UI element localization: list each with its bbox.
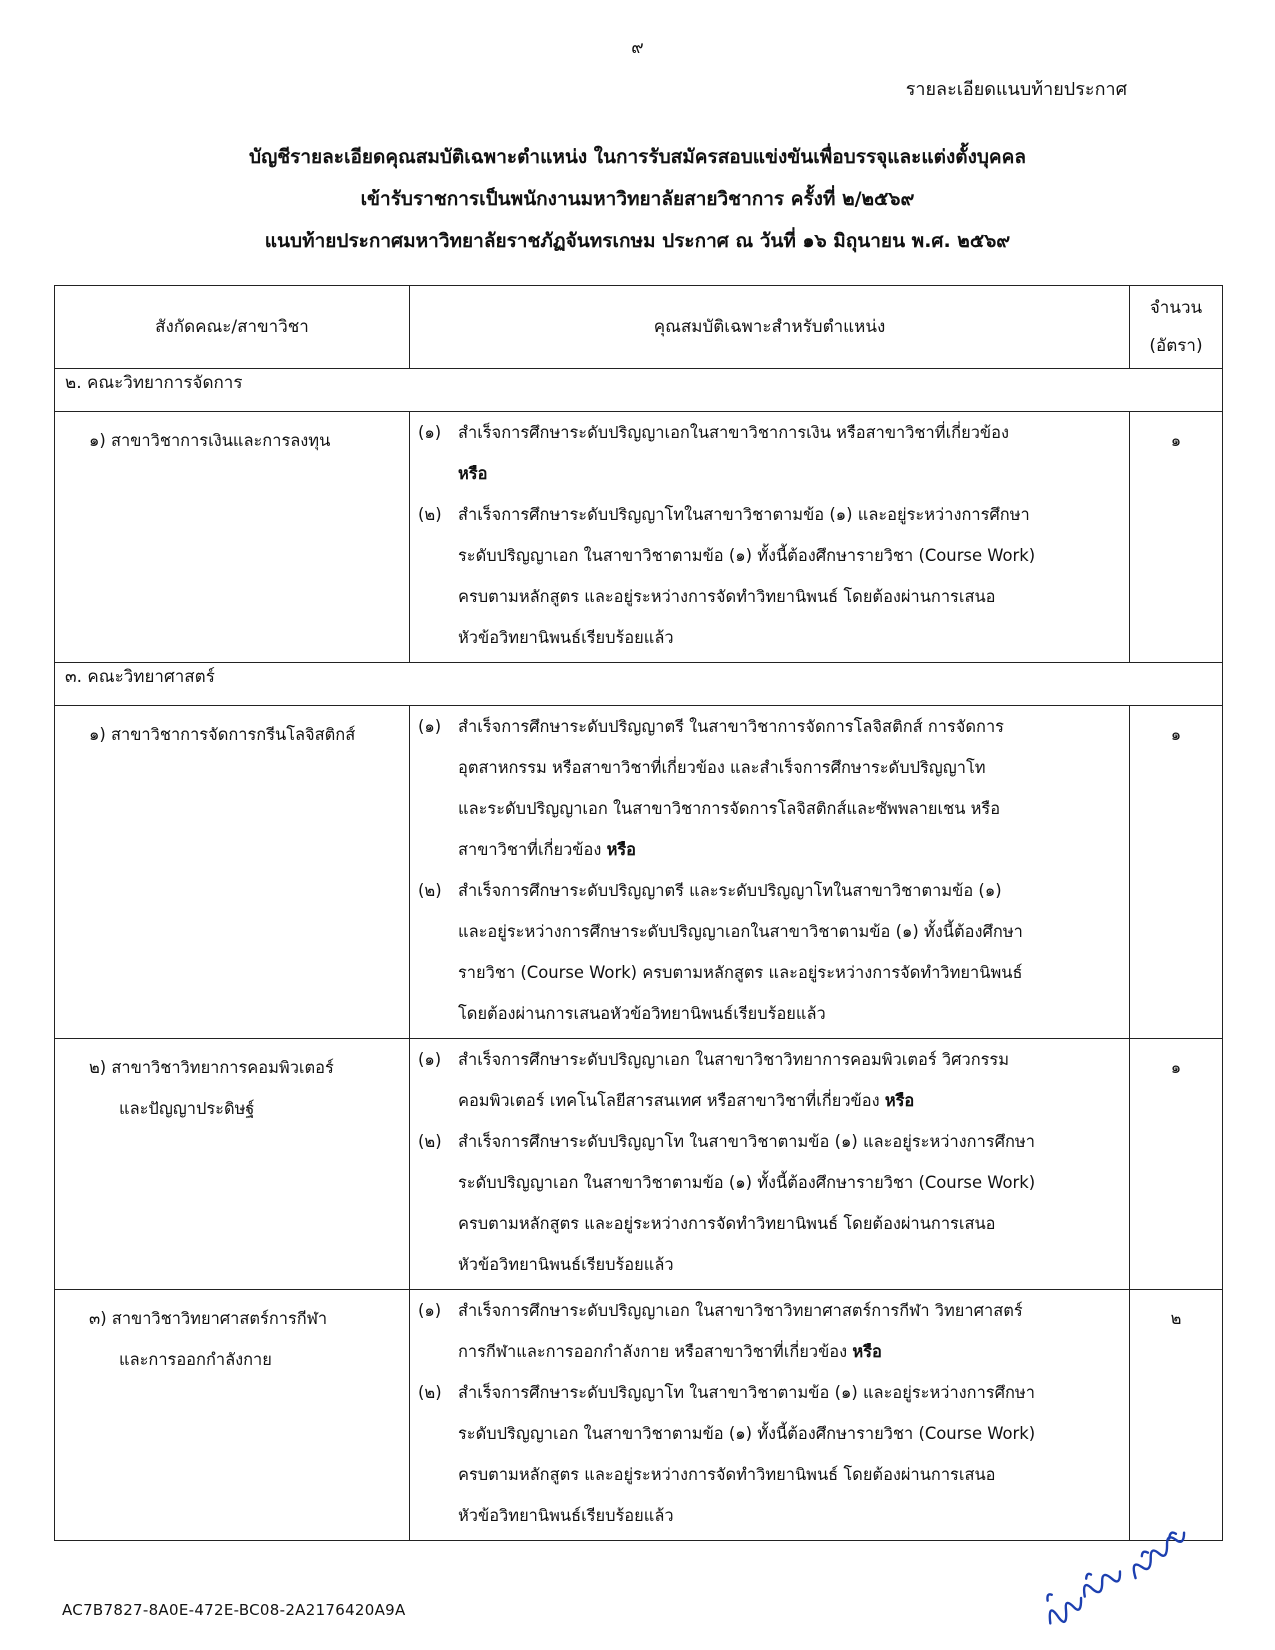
qualification-text: สาขาวิชาที่เกี่ยวข้อง	[458, 840, 602, 859]
qualification-line	[458, 1203, 1121, 1244]
department-cell	[55, 1039, 410, 1290]
department-name-line: และการออกกำลังกาย	[119, 1350, 272, 1369]
qualification-cell	[410, 1039, 1130, 1290]
qualification-cell	[410, 1290, 1130, 1541]
header-qualification: คุณสมบัติเฉพาะสำหรับตำแหน่ง	[410, 286, 1130, 369]
qualification-text: ครบตามหลักสูตร และอยู่ระหว่างการจัดทำวิทยานิพนธ์ โดยต้องผ่านการเสนอ	[458, 1214, 996, 1233]
qualification-text: ระดับปริญญาเอก ในสาขาวิชาตามข้อ (๑) ทั้งนี้ต้องศึกษารายวิชา (Course Work)	[458, 1173, 1036, 1192]
qualification-item	[418, 1290, 1121, 1372]
qualification-text: และอยู่ระหว่างการศึกษาระดับปริญญาเอกในสาขาวิชาตามข้อ (๑) ทั้งนี้ต้องศึกษา	[458, 922, 1023, 941]
qualification-line	[458, 1413, 1121, 1454]
item-number: (๑)	[418, 1050, 442, 1069]
qualification-text: สำเร็จการศึกษาระดับปริญญาโทในสาขาวิชาตามข้อ (๑) และอยู่ระหว่างการศึกษา	[458, 505, 1030, 524]
section-title: ๓. คณะวิทยาศาสตร์	[55, 663, 1223, 706]
qualification-table	[54, 285, 1223, 1541]
qualification-text: สำเร็จการศึกษาระดับปริญญาเอก ในสาขาวิชาวิทยาศาสตร์การกีฬา วิทยาศาสตร์	[458, 1301, 1023, 1320]
position-count: ๑	[1130, 706, 1223, 1039]
qualification-item	[418, 1039, 1121, 1121]
qualification-text: คอมพิวเตอร์ เทคโนโลยีสารสนเทศ หรือสาขาวิชาที่เกี่ยวข้อง	[458, 1091, 880, 1110]
title-line: บัญชีรายละเอียดคุณสมบัติเฉพาะตำแหน่ง ในการรับสมัครสอบแข่งขันเพื่อบรรจุและแต่งตั้งบุคคล	[249, 146, 1026, 168]
department-name-line: และปัญญาประดิษฐ์	[119, 1099, 255, 1118]
document-title	[0, 136, 1275, 262]
qualification-line	[458, 993, 1121, 1034]
position-count: ๒	[1130, 1290, 1223, 1541]
or-keyword: หรือ	[884, 1091, 915, 1110]
department-name-line: ๒) สาขาวิชาวิทยาการคอมพิวเตอร์	[89, 1058, 334, 1077]
handwritten-signature	[1030, 1520, 1230, 1630]
item-number: (๒)	[418, 881, 442, 900]
department-name-line: ๑) สาขาวิชาการจัดการกรีนโลจิสติกส์	[89, 725, 356, 744]
item-number: (๒)	[418, 1383, 442, 1402]
qualification-text: สำเร็จการศึกษาระดับปริญญาเอกในสาขาวิชาการเงิน หรือสาขาวิชาที่เกี่ยวข้อง	[458, 423, 1009, 442]
qualification-text: หัวข้อวิทยานิพนธ์เรียบร้อยแล้ว	[458, 1255, 674, 1274]
item-number: (๑)	[418, 717, 442, 736]
qualification-line	[458, 1495, 1121, 1536]
table-row	[55, 412, 1223, 663]
qualification-text: สำเร็จการศึกษาระดับปริญญาตรี และระดับปริญญาโทในสาขาวิชาตามข้อ (๑)	[458, 881, 1002, 900]
qualification-text: หัวข้อวิทยานิพนธ์เรียบร้อยแล้ว	[458, 1506, 674, 1525]
qualification-item	[418, 412, 1121, 494]
qualification-text: สำเร็จการศึกษาระดับปริญญาเอก ในสาขาวิชาวิทยาการคอมพิวเตอร์ วิศวกรรม	[458, 1050, 1010, 1069]
qualification-line	[458, 412, 1121, 453]
table-row	[55, 1290, 1223, 1541]
qualification-line	[458, 453, 1121, 494]
qualification-line	[458, 1162, 1121, 1203]
qualification-item	[418, 1372, 1121, 1536]
page-number: ๙	[631, 38, 644, 58]
qualification-line	[458, 535, 1121, 576]
item-number: (๒)	[418, 505, 442, 524]
qualification-line	[458, 1039, 1121, 1080]
qualification-line	[458, 1290, 1121, 1331]
qualification-line	[458, 1372, 1121, 1413]
qualification-text: ครบตามหลักสูตร และอยู่ระหว่างการจัดทำวิทยานิพนธ์ โดยต้องผ่านการเสนอ	[458, 587, 996, 606]
table-body	[55, 369, 1223, 1541]
qualification-line	[458, 1244, 1121, 1285]
qualification-line	[458, 1454, 1121, 1495]
header-department: สังกัดคณะ/สาขาวิชา	[55, 286, 410, 369]
qualification-item	[418, 494, 1121, 658]
qualification-text: สำเร็จการศึกษาระดับปริญญาโท ในสาขาวิชาตามข้อ (๑) และอยู่ระหว่างการศึกษา	[458, 1383, 1035, 1402]
section-title: ๒. คณะวิทยาการจัดการ	[55, 369, 1223, 412]
qualification-item	[418, 870, 1121, 1034]
qualification-cell	[410, 706, 1130, 1039]
qualification-line	[458, 829, 1121, 870]
qualification-text: การกีฬาและการออกกำลังกาย หรือสาขาวิชาที่เกี่ยวข้อง	[458, 1342, 848, 1361]
title-line: เข้ารับราชการเป็นพนักงานมหาวิทยาลัยสายวิชาการ ครั้งที่ ๒/๒๕๖๙	[360, 188, 915, 210]
or-keyword: หรือ	[606, 840, 637, 859]
department-cell	[55, 706, 410, 1039]
document-code: AC7B7827-8A0E-472E-BC08-2A2176420A9A	[62, 1601, 406, 1619]
qualification-line	[458, 870, 1121, 911]
header-count-line: (อัตรา)	[1149, 336, 1203, 356]
qualification-text: สำเร็จการศึกษาระดับปริญญาโท ในสาขาวิชาตามข้อ (๑) และอยู่ระหว่างการศึกษา	[458, 1132, 1035, 1151]
qualification-text: อุตสาหกรรม หรือสาขาวิชาที่เกี่ยวข้อง และสำเร็จการศึกษาระดับปริญญาโท	[458, 758, 986, 777]
qualification-line	[458, 706, 1121, 747]
department-name-line: ๑) สาขาวิชาการเงินและการลงทุน	[89, 431, 331, 450]
qualification-text: ครบตามหลักสูตร และอยู่ระหว่างการจัดทำวิทยานิพนธ์ โดยต้องผ่านการเสนอ	[458, 1465, 996, 1484]
qualification-item	[418, 1121, 1121, 1285]
qualification-line	[458, 1080, 1121, 1121]
position-count: ๑	[1130, 1039, 1223, 1290]
title-line: แนบท้ายประกาศมหาวิทยาลัยราชภัฏจันทรเกษม ประกาศ ณ วันที่ ๑๖ มิถุนายน พ.ศ. ๒๕๖๙	[264, 230, 1011, 252]
department-name-line: ๓) สาขาวิชาวิทยาศาสตร์การกีฬา	[89, 1309, 328, 1328]
qualification-line	[458, 1331, 1121, 1372]
header-count	[1130, 286, 1223, 369]
qualification-item	[418, 706, 1121, 870]
qualification-line	[458, 576, 1121, 617]
qualification-text: รายวิชา (Course Work) ครบตามหลักสูตร และอยู่ระหว่างการจัดทำวิทยานิพนธ์	[458, 963, 1023, 982]
or-keyword: หรือ	[458, 464, 488, 483]
section-row	[55, 663, 1223, 706]
department-cell	[55, 412, 410, 663]
attachment-note: รายละเอียดแนบท้ายประกาศ	[905, 79, 1127, 100]
department-cell	[55, 1290, 410, 1541]
section-row	[55, 369, 1223, 412]
item-number: (๑)	[418, 423, 442, 442]
qualification-line	[458, 952, 1121, 993]
qualification-line	[458, 911, 1121, 952]
header-count-line: จำนวน	[1149, 298, 1203, 318]
item-number: (๑)	[418, 1301, 442, 1320]
qualification-line	[458, 1121, 1121, 1162]
qualification-line	[458, 747, 1121, 788]
qualification-text: และระดับปริญญาเอก ในสาขาวิชาการจัดการโลจิสติกส์และซัพพลายเชน หรือ	[458, 799, 1001, 818]
item-number: (๒)	[418, 1132, 442, 1151]
table-row	[55, 1039, 1223, 1290]
qualification-cell	[410, 412, 1130, 663]
or-keyword: หรือ	[852, 1342, 882, 1361]
qualification-line	[458, 494, 1121, 535]
qualification-line	[458, 788, 1121, 829]
qualification-text: สำเร็จการศึกษาระดับปริญญาตรี ในสาขาวิชาการจัดการโลจิสติกส์ การจัดการ	[458, 717, 1004, 736]
position-count: ๑	[1130, 412, 1223, 663]
qualification-text: หัวข้อวิทยานิพนธ์เรียบร้อยแล้ว	[458, 628, 674, 647]
qualification-text: ระดับปริญญาเอก ในสาขาวิชาตามข้อ (๑) ทั้งนี้ต้องศึกษารายวิชา (Course Work)	[458, 546, 1036, 565]
table-row	[55, 706, 1223, 1039]
qualification-text: ระดับปริญญาเอก ในสาขาวิชาตามข้อ (๑) ทั้งนี้ต้องศึกษารายวิชา (Course Work)	[458, 1424, 1036, 1443]
qualification-text: โดยต้องผ่านการเสนอหัวข้อวิทยานิพนธ์เรียบร้อยแล้ว	[458, 1004, 826, 1023]
qualification-line	[458, 617, 1121, 658]
table-header-row	[55, 286, 1223, 369]
